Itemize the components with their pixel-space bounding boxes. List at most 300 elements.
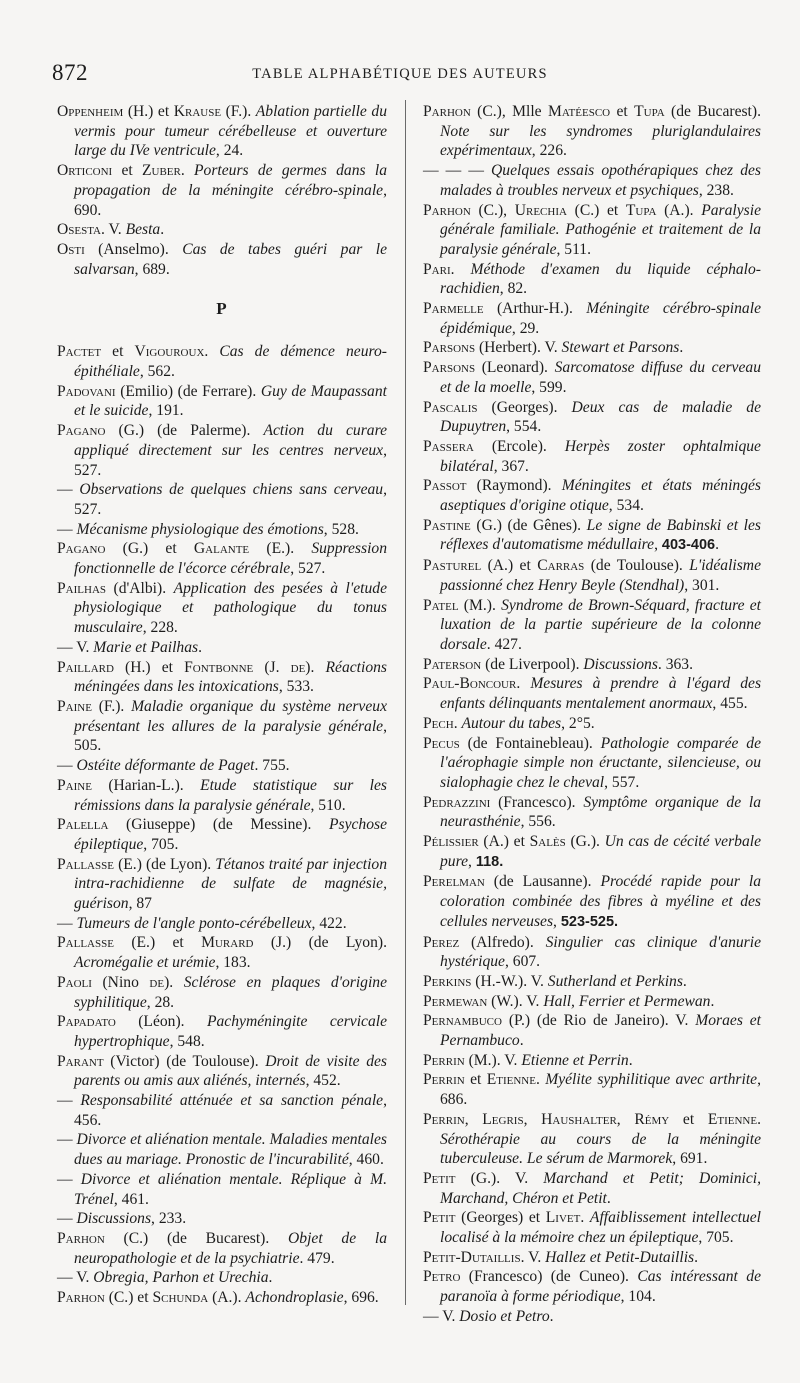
work-title: Quelques essais opothérapiques chez des malades à troubles nerveux et psychiques: [440, 162, 761, 199]
author-name: Passot: [423, 477, 467, 495]
author-name: Parhon: [57, 1229, 105, 1247]
entry-text: , 452.: [305, 1072, 341, 1090]
author-name: Patel: [423, 596, 459, 614]
index-entry: [423, 1051, 761, 1071]
entry-text: .: [606, 1189, 611, 1207]
entry-text: —: [57, 481, 80, 499]
index-entry: [57, 161, 387, 220]
entry-text: —: [57, 757, 77, 775]
index-entry: [423, 1267, 761, 1306]
author-name: Pallasse: [57, 855, 114, 873]
author-name: Perez: [423, 933, 460, 951]
entry-text: (Ercole).: [473, 437, 565, 455]
work-title: Acromégalie et urémie: [74, 954, 216, 972]
index-entry: [423, 832, 761, 872]
index-entry: [423, 102, 761, 161]
author-name: de: [149, 973, 165, 991]
entry-text: , 557.: [604, 773, 640, 791]
entry-text: , 24.: [215, 142, 244, 160]
work-title: Syndrome de Brown-Séquard, fracture et luxation de la partie supérieure de la colonne dorsale: [440, 596, 761, 653]
entry-text: .: [757, 1110, 761, 1128]
entry-text: , 705.: [143, 835, 179, 853]
entry-text: (Leonard).: [475, 359, 555, 377]
index-entry: [423, 714, 761, 734]
entry-text: , 690.: [74, 181, 387, 219]
author-name: Orticoni: [57, 162, 113, 180]
entry-text: (Raymond).: [466, 477, 562, 495]
running-head: TABLE ALPHABÉTIQUE DES AUTEURS: [252, 66, 548, 82]
entry-text: , 29.: [511, 319, 540, 337]
entry-text: .: [268, 1269, 273, 1287]
author-name: Fontbonne: [184, 658, 254, 676]
index-entry: [57, 1288, 387, 1308]
index-entry: [423, 734, 761, 793]
entry-text: .: [694, 1248, 699, 1266]
author-name: Perkins: [423, 972, 472, 990]
entry-text: , 511.: [556, 240, 592, 258]
index-entry: [57, 1012, 387, 1051]
index-entry: [57, 1091, 387, 1130]
author-name: Paterson: [423, 655, 482, 673]
work-title: Herpès zoster ophtalmique bilatéral: [440, 437, 761, 475]
entry-text: . V.: [520, 1248, 546, 1266]
entry-text: (de Liverpool).: [481, 655, 584, 673]
author-name: Parsons: [423, 339, 476, 357]
entry-text: .: [453, 714, 462, 732]
entry-text: et: [464, 1071, 487, 1089]
index-entry: [57, 658, 387, 697]
index-entry: [423, 1070, 761, 1109]
author-name: Pech: [423, 714, 454, 732]
entry-text: (C.), Mlle: [470, 103, 548, 120]
entry-text: .: [450, 260, 471, 278]
author-name: Paul-Boncour: [423, 675, 517, 693]
entry-text: , 705.: [698, 1229, 734, 1247]
entry-text: (Francesco).: [490, 793, 584, 811]
index-entry: [423, 1110, 761, 1169]
entry-text: .: [549, 1307, 554, 1325]
work-title: Stewart et Parsons: [561, 339, 680, 357]
entry-text: (Harian-L.).: [91, 776, 201, 794]
left-entries-p: [57, 342, 387, 1307]
index-entry: [423, 476, 761, 515]
index-entry: [423, 161, 761, 200]
author-name: Parhon: [423, 103, 471, 120]
entry-text: 403-406: [661, 537, 716, 554]
entry-text: et: [112, 162, 142, 180]
work-title: Affaiblissement intellectuel localisé à la mémoire chez un épileptique: [440, 1209, 762, 1247]
author-name: Petro: [423, 1268, 461, 1286]
entry-text: (A.).: [208, 1289, 246, 1307]
entry-text: , 534.: [608, 497, 644, 515]
entry-text: .: [710, 992, 715, 1010]
entry-text: (E.) (de Lyon).: [113, 855, 216, 873]
entry-text: , 689.: [134, 260, 170, 278]
index-entry: [423, 1169, 761, 1208]
work-title: Moraes et Pernambuco: [440, 1012, 762, 1050]
section-letter: P: [216, 299, 228, 319]
entry-text: , 548.: [169, 1032, 205, 1050]
author-name: Pélissier: [423, 833, 479, 851]
work-title: Divorce et aliénation mentale. Réplique à M. Trénel: [74, 1170, 387, 1208]
entry-text: , 599.: [531, 378, 567, 396]
entry-text: ,: [553, 912, 561, 930]
entry-text: , 455.: [712, 695, 748, 713]
author-name: Urechia: [514, 201, 567, 219]
entry-text: (E.) et: [113, 934, 202, 952]
index-entry: [57, 638, 387, 658]
author-name: Osesta: [57, 221, 101, 239]
entry-text: (Georges) et: [455, 1209, 546, 1227]
author-name: Parhon: [57, 1289, 105, 1307]
work-title: Discussions: [76, 1210, 152, 1228]
entry-text: (G.).: [565, 833, 605, 851]
entry-text: et: [610, 103, 635, 120]
work-title: Singulier cas clinique d'anurie hystérique: [440, 933, 762, 971]
work-title: Tétanos traité par injection intra-rachidienne de sulfate de magnésie, guérison: [74, 855, 388, 913]
author-name: Matéesco: [547, 103, 611, 120]
work-title: Cas de démence neuro-épithéliale: [74, 343, 388, 381]
work-title: Marie et Pailhas: [93, 638, 199, 656]
work-title: Objet de la neuropathologie et de la psychiatrie: [74, 1229, 387, 1267]
work-title: Observations de quelques chiens sans cerveau: [79, 481, 384, 499]
entry-text: 523-525.: [560, 913, 619, 930]
work-title: Suppression fonctionnelle de l'écorce cérébrale: [74, 540, 387, 578]
author-name: Pasturel: [423, 557, 482, 575]
author-name: Vigouroux: [134, 343, 205, 361]
index-entry: [57, 1229, 387, 1268]
entry-text: (G.) (de Gênes).: [470, 516, 587, 534]
entry-text: , 183.: [215, 954, 251, 972]
index-entry: [57, 855, 387, 914]
author-name: Pari: [423, 260, 451, 278]
work-title: Maladie organique du système nerveux présentant les allures de la paralysie générale: [74, 697, 387, 735]
entry-text: ,: [468, 852, 476, 870]
entry-text: .: [535, 1071, 546, 1089]
entry-text: (A.).: [656, 201, 702, 219]
author-name: Pallasse: [57, 934, 114, 952]
entry-text: (de Lausanne).: [484, 873, 601, 891]
entry-text: .: [682, 972, 687, 990]
author-name: Tupa: [625, 201, 657, 219]
work-title: Réactions méningées dans les intoxications: [74, 658, 387, 696]
entry-text: — V.: [57, 638, 94, 656]
entry-text: . 479.: [299, 1249, 335, 1267]
entry-text: , 191.: [148, 402, 184, 420]
entry-text: , 527.: [74, 481, 387, 518]
work-title: Application des pesées à l'etude physiologique et pathologique du tonus musculaire: [74, 579, 387, 637]
work-title: Méthode d'examen du liquide céphalo-rachidien: [440, 260, 762, 298]
entry-text: .: [198, 638, 202, 656]
entry-text: .: [180, 162, 195, 180]
right-entries: [423, 102, 761, 1327]
entry-text: (C.),: [470, 201, 515, 219]
work-title: Sutherland et Perkins: [547, 972, 683, 990]
work-title: Discussions: [583, 655, 658, 673]
entry-text: — V.: [57, 1269, 94, 1287]
entry-text: , 104.: [620, 1288, 656, 1306]
entry-text: (de Toulouse).: [584, 557, 690, 575]
page-number: 872: [52, 60, 88, 85]
index-entry: [57, 1268, 387, 1288]
work-title: Guy de Maupassant et le suicide: [74, 382, 387, 420]
entry-text: , 533.: [278, 678, 314, 696]
author-name: Legris: [482, 1110, 524, 1128]
index-entry: [57, 220, 387, 240]
entry-text: , 87: [128, 895, 152, 913]
index-entry: [423, 201, 761, 260]
entry-text: . 427.: [486, 635, 522, 653]
index-entry: [57, 973, 387, 1012]
index-entry: [57, 579, 387, 638]
work-title: Porteurs de germes dans la propagation de la méningite cérébro-spinale: [74, 162, 387, 199]
entry-text: 118.: [475, 853, 504, 870]
index-entry: [57, 1052, 387, 1091]
entry-text: , 238.: [698, 181, 734, 199]
author-name: Osti: [57, 240, 85, 258]
entry-text: ,: [464, 1110, 483, 1128]
work-title: Droit de visite des parents ou amis aux aliénés, internés: [74, 1052, 388, 1090]
work-title: Paralysie générale familiale. Pathogénie et traitement de la paralysie générale: [440, 201, 761, 258]
author-name: Petit: [423, 1169, 456, 1187]
index-entry: [57, 914, 387, 934]
index-entry: [57, 756, 387, 776]
author-name: Schunda: [152, 1289, 209, 1307]
author-name: Petit: [423, 1209, 456, 1227]
entry-text: (G.) (de Palerme).: [105, 422, 264, 440]
entry-text: , 28.: [146, 993, 175, 1011]
author-name: Zuber: [142, 162, 181, 180]
author-name: Tupa: [634, 103, 665, 120]
entry-text: ,: [523, 1110, 542, 1128]
entry-text: , 510.: [310, 796, 346, 814]
entry-text: .: [715, 536, 720, 554]
index-entry: [423, 655, 761, 675]
entry-text: , 527.: [290, 560, 326, 578]
author-name: Perelman: [423, 873, 485, 891]
work-title: Cas de tabes guéri par le salvarsan: [74, 240, 387, 278]
entry-text: , 691.: [672, 1150, 708, 1168]
entry-text: , 505.: [74, 717, 387, 755]
index-entry: [57, 1209, 387, 1229]
entry-text: , 233.: [151, 1210, 187, 1228]
work-title: Un cas de cécité verbale pure: [440, 833, 761, 870]
entry-text: (A.) et: [478, 833, 530, 851]
author-name: Pecus: [423, 734, 460, 752]
work-title: Obregia, Parhon et Urechia: [93, 1269, 269, 1287]
work-title: Myélite syphilitique avec arthrite: [545, 1071, 758, 1089]
entry-text: —: [57, 1210, 77, 1228]
index-entry: [57, 1130, 387, 1169]
author-name: Perrin: [423, 1110, 465, 1128]
entry-text: (de Fontainebleau).: [459, 734, 601, 752]
entry-text: , 422.: [311, 914, 347, 932]
author-name: Padovani: [57, 382, 116, 400]
index-entry: [423, 1248, 761, 1268]
work-title: Symptôme organique de la neurasthénie: [440, 793, 761, 831]
author-name: Etienne: [486, 1071, 536, 1089]
index-entry: [57, 421, 387, 480]
index-entry: [423, 793, 761, 832]
author-name: Paine: [57, 776, 92, 794]
entry-text: .: [580, 1209, 590, 1227]
index-entry: [423, 299, 761, 338]
entry-text: , 226.: [531, 142, 567, 160]
index-entry: [57, 776, 387, 815]
index-entry: [57, 102, 387, 161]
author-name: Papadato: [57, 1013, 116, 1031]
work-title: Etude statistique sur les rémissions dans la paralysie générale: [74, 776, 388, 814]
author-name: Pactet: [57, 343, 102, 361]
entry-text: (C.) et: [104, 1289, 153, 1307]
entry-text: , 2°5.: [561, 714, 595, 732]
author-name: Petit-Dutaillis: [423, 1248, 521, 1266]
entry-text: (H.) et: [113, 658, 185, 676]
author-name: Pernambuco: [423, 1012, 502, 1030]
work-title: Dosio et Petro: [459, 1307, 550, 1325]
work-title: Deux cas de maladie de Dupuytren: [440, 398, 761, 436]
author-name: Parant: [57, 1052, 104, 1070]
author-name: Pedrazzini: [423, 793, 491, 811]
entry-text: — V.: [423, 1307, 460, 1325]
index-entry: [423, 556, 761, 595]
work-title: Sarcomatose diffuse du cerveau et de la moelle: [440, 359, 761, 396]
entry-text: .: [516, 675, 531, 693]
entry-text: (M.). V.: [464, 1051, 522, 1069]
entry-text: , 686.: [440, 1071, 761, 1109]
author-name: Perrin: [423, 1051, 465, 1069]
index-entry: [423, 872, 761, 932]
work-title: Le signe de Babinski et les réflexes d'automatisme médullaire: [440, 516, 761, 554]
index-entry: [423, 437, 761, 476]
entry-text: (Georges).: [477, 398, 572, 416]
entry-text: ).: [305, 658, 326, 676]
entry-text: .: [679, 339, 684, 357]
entry-text: et: [101, 343, 135, 361]
entry-text: (P.) (de Rio de Janeiro). V.: [501, 1012, 696, 1030]
work-title: Besta: [125, 221, 161, 239]
entry-text: , 554.: [506, 418, 542, 436]
work-title: Méningite cérébro-spinale épidémique: [440, 300, 761, 337]
entry-text: (d'Albi).: [106, 579, 174, 597]
work-title: Note sur les syndromes pluriglandulaires expérimentaux: [440, 122, 761, 160]
work-title: Action du curare appliqué directement sur les centres nerveux: [74, 422, 387, 459]
entry-text: . 755.: [254, 757, 290, 775]
author-name: Passera: [423, 437, 474, 455]
work-title: Pachyméningite cervicale hypertrophique: [74, 1013, 387, 1050]
index-entry: [57, 539, 387, 578]
entry-text: (Arthur-H.).: [483, 300, 587, 318]
index-entry: [423, 398, 761, 437]
entry-text: (F.).: [91, 697, 132, 715]
entry-text: —: [57, 1170, 81, 1188]
work-title: Ostéite déformante de Paget: [76, 757, 255, 775]
work-title: Mécanisme physiologique des émotions: [76, 520, 324, 538]
index-entry: [423, 1011, 761, 1050]
entry-text: (Emilio) (de Ferrare).: [115, 382, 261, 400]
index-entry: [423, 933, 761, 972]
entry-text: (F.).: [221, 103, 256, 120]
work-title: Pathologie comparée de l'aérophagie simple non éructante, silencieuse, ou sialophagie chez le cheval: [440, 734, 761, 791]
left-column: [57, 102, 387, 1308]
entry-text: (Nino: [91, 973, 150, 991]
index-entry: [57, 520, 387, 540]
work-title: Autour du tabes: [461, 714, 562, 732]
entry-text: (W.). V.: [487, 992, 544, 1010]
entry-text: (Victor) (de Toulouse).: [103, 1052, 266, 1070]
work-title: Tumeurs de l'angle ponto-cérébelleux: [76, 914, 312, 932]
author-name: Permewan: [423, 992, 488, 1010]
entry-text: , 562.: [139, 363, 175, 381]
index-entry: [423, 260, 761, 299]
work-title: L'idéalisme passionné chez Henry Beyle (Stendhal): [440, 557, 761, 594]
entry-text: (J.) (de Lyon).: [253, 934, 387, 952]
entry-text: (G.) et: [105, 540, 194, 558]
column-divider: [405, 100, 406, 1305]
author-name: Krause: [173, 103, 222, 120]
entry-text: et: [669, 1110, 708, 1128]
entry-text: (C.) et: [566, 201, 626, 219]
work-title: Hallez et Petit-Dutaillis: [545, 1248, 695, 1266]
entry-text: , 556.: [520, 813, 556, 831]
entry-text: , 607.: [504, 953, 541, 971]
entry-text: (A.) et: [481, 557, 538, 575]
author-name: Carras: [537, 557, 585, 575]
author-name: Paine: [57, 697, 92, 715]
entry-text: , 228.: [142, 619, 178, 637]
index-entry: [57, 382, 387, 421]
entry-text: , 461.: [113, 1190, 149, 1208]
entry-text: , 527.: [74, 441, 387, 479]
work-title: Psychose épileptique: [74, 816, 387, 853]
work-title: Divorce et aliénation mentale. Maladies mentales dues au mariage. Pronostic de l'incurabilité: [74, 1131, 387, 1169]
author-name: Rémy: [634, 1110, 670, 1128]
author-name: de: [290, 658, 306, 676]
entry-text: ).: [164, 973, 184, 991]
author-name: Pagano: [57, 540, 106, 558]
entry-text: (de Bucarest).: [664, 103, 761, 120]
author-name: Parhon: [423, 201, 471, 219]
entry-text: , 696.: [343, 1289, 379, 1307]
entry-text: (Herbert). V.: [475, 339, 562, 357]
entry-text: (C.) (de Bucarest).: [104, 1229, 289, 1247]
entry-text: —: [57, 1092, 81, 1110]
work-title: Achondroplasie: [245, 1289, 344, 1307]
work-title: Méningites et états méningés aseptiques d'origine otique: [440, 477, 761, 515]
author-name: Pagano: [57, 422, 106, 440]
index-entry: [57, 342, 387, 381]
author-name: Parsons: [423, 359, 476, 377]
index-entry: [423, 516, 761, 556]
author-name: Perrin: [423, 1071, 465, 1089]
index-entry: [423, 674, 761, 713]
author-name: Pascalis: [423, 398, 478, 416]
index-entry: [57, 480, 387, 519]
index-entry: [57, 815, 387, 854]
entry-text: . V.: [101, 221, 126, 239]
author-name: Paoli: [57, 973, 92, 991]
index-entry: [423, 1307, 761, 1327]
entry-text: ,: [654, 536, 662, 554]
left-entries-o: [57, 102, 387, 279]
entry-text: , 528.: [323, 520, 359, 538]
entry-text: , 367.: [493, 457, 529, 475]
entry-text: (G.). V.: [455, 1169, 544, 1187]
entry-text: .: [160, 221, 165, 239]
author-name: Etienne: [707, 1110, 758, 1128]
index-entry: [57, 697, 387, 756]
entry-text: , 82.: [499, 280, 528, 298]
